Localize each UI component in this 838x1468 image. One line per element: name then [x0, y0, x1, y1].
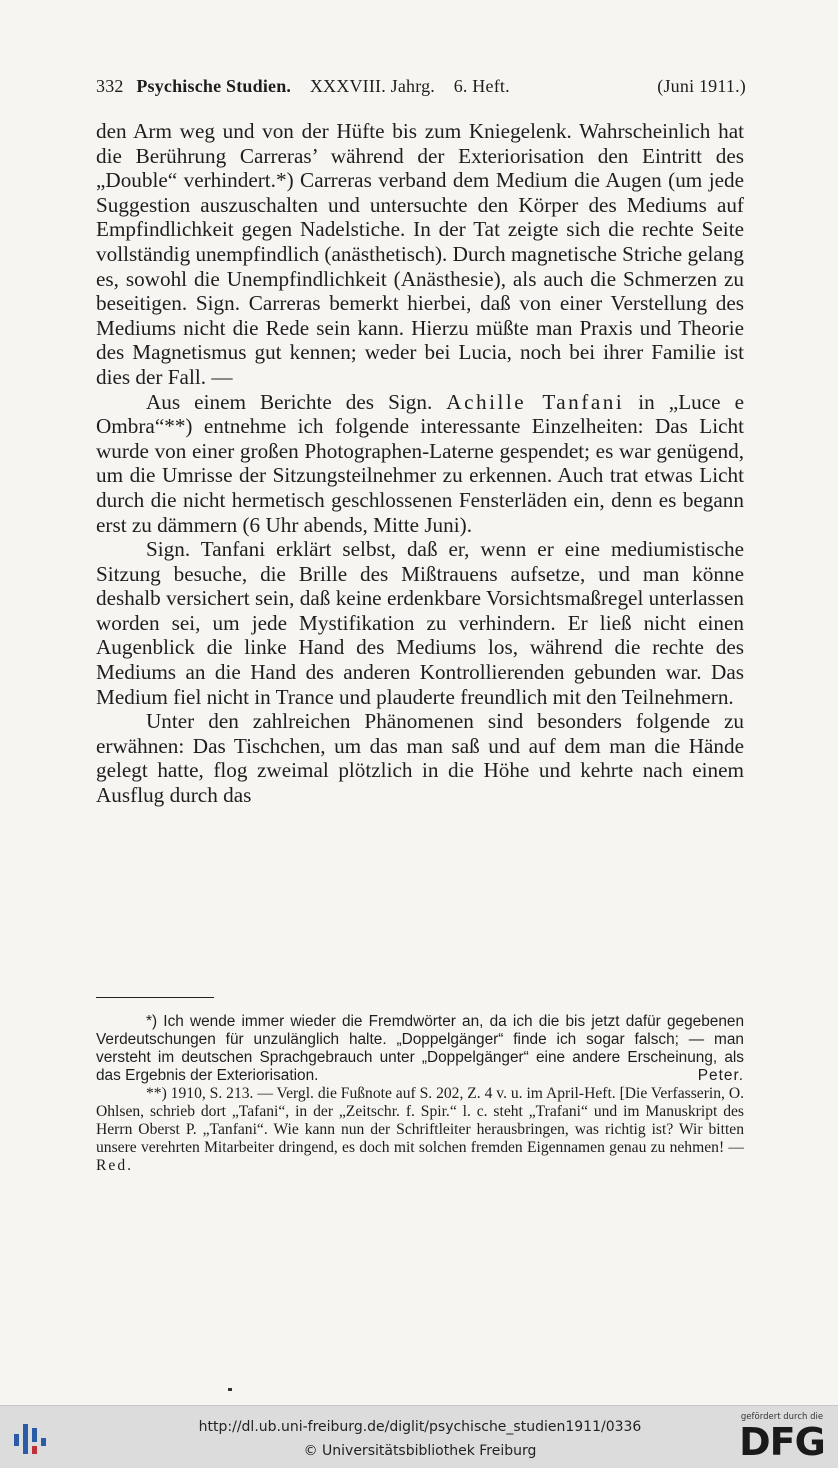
paragraph-3: Sign. Tanfani erklärt selbst, daß er, wenn er eine mediumistische Sitzung besuche, die Brille des Mißtrauens aufsetze, und man könne deshalb versichert sein, daß keine erdenkbare Vorsichtsmaßregel unterlassen worden sei, um jede Mystifikation zu verhindern. Er ließ nicht einen Augenblick die linke Hand des Mediums los, während die rechte des Mediums an die Hand des anderen Kontrollierenden gebunden war. Das Medium fiel nicht in Trance und plauderte freundlich mit den Teilnehmern.: [96, 537, 744, 709]
footnote-divider: [96, 997, 214, 998]
journal-title: Psychische Studien.: [136, 76, 292, 96]
paragraph-1: den Arm weg und von der Hüfte bis zum Kniegelenk. Wahrscheinlich hat die Berührung Carreras’ während der Exteriorisation den Eintritt des „Double“ verhindert.*) Carreras verband dem Medium die Augen (um jede Suggestion auszuschalten und untersuchte den Körper des Mediums auf Empfindlichkeit gegen Nadelstiche. In der Tat zeigte sich die rechte Seite vollständig unempfindlich (anästhetisch). Durch magnetische Striche gelang es, sowohl die Unempfindlichkeit (Anästhesie), als auch die Schmerzen zu beseitigen. Sign. Carreras bemerkt hierbei, daß von einer Verstellung des Mediums nicht die Rede sein kann. Hierzu müßte man Praxis und Theorie des Magnetismus gut kennen; weder bei Lucia, noch bei ihrer Familie ist dies der Fall. —: [96, 119, 744, 389]
viewer-footer: [0, 1405, 838, 1468]
footnote-1-text: *) Ich wende immer wieder die Fremdwörter an, da ich die bis jetzt dafür gegebenen Verdeutschungen für unzulänglich halte. „Doppelgänger“ finde ich sogar falsch; — man versteht im deutschen Sprachgebrauch unter „Doppelgänger“ eine andere Erscheinung, als das Ergebnis der Exteriorisation.: [96, 1013, 744, 1084]
dfg-funding-logo[interactable]: [736, 1412, 828, 1466]
running-header: [96, 76, 746, 97]
footnote-2: [96, 1085, 744, 1175]
issue-label: 6. Heft.: [453, 76, 510, 96]
page-number: 332: [96, 76, 124, 96]
permalink-url[interactable]: http://dl.ub.uni-freiburg.de/diglit/psychische_studien1911/0336: [198, 1419, 642, 1435]
dfg-caption: gefördert durch die: [740, 1412, 824, 1422]
footnote-1-signature: Peter.: [697, 1067, 744, 1084]
library-logo-icon[interactable]: [10, 1418, 54, 1458]
dfg-logo-icon: DFG: [739, 1420, 825, 1464]
footnotes: [96, 1013, 744, 1175]
main-text: [96, 119, 744, 808]
footnote-2-signature: Red.: [96, 1157, 134, 1174]
scan-speck: [228, 1388, 232, 1391]
copyright-notice: © Universitätsbibliothek Freiburg: [303, 1443, 537, 1459]
footnote-1: [96, 1013, 744, 1085]
author-name: Achille Tanfani: [446, 389, 625, 414]
paragraph-2-start: Aus einem Berichte des Sign.: [146, 389, 433, 414]
paragraph-2: [96, 390, 744, 538]
volume-label: XXXVIII. Jahrg.: [309, 76, 435, 96]
paragraph-4: Unter den zahlreichen Phänomenen sind besonders folgende zu erwähnen: Das Tischchen, um das man saß und auf dem man die Hände gelegt hatte, flog zweimal plötzlich in die Höhe und kehrte nach einem Ausflug durch das: [96, 709, 744, 808]
footnote-2-text: **) 1910, S. 213. — Vergl. die Fußnote auf S. 202, Z. 4 v. u. im April-Heft. [Die Verfasserin, O. Ohlsen, schrieb dort „Tafani“, in der „Zeitschr. f. Spir.“ l. c. steht „Trafani“ und im Manuskript des Herrn Oberst P. „Tanfani“. Wie kann nun der Schriftleiter herausbringen, was richtig ist? Wir bitten unsere verehrten Mitarbeiter dringend, es doch mit solchen fremden Eigennamen genau zu nehmen! —: [96, 1085, 744, 1156]
paragraph-2-rest: in „Luce e Ombra“**) entnehme ich folgende interessante Einzelheiten: Das Licht wurde von einer großen Photographen-Laterne gespendet; es war genügend, um die Umrisse der Sitzungsteilnehmer zu erkennen. Auch trat etwas Licht durch die nicht hermetisch geschlossenen Fensterläden ein, denn es begann erst zu dämmern (6 Uhr abends, Mitte Juni).: [96, 389, 745, 537]
issue-date: (Juni 1911.): [657, 76, 746, 96]
